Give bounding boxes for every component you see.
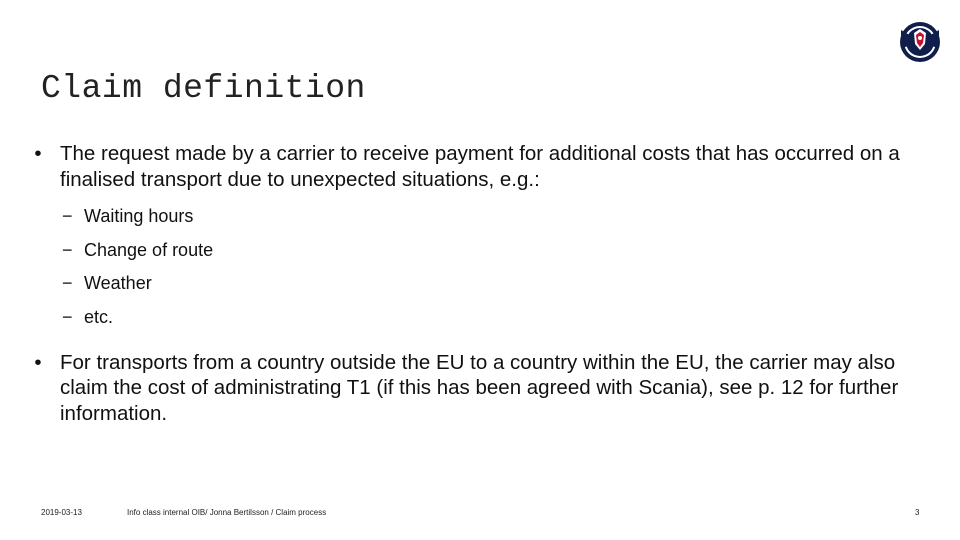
sub-bullet-item xyxy=(60,301,908,335)
footer-date: 2019-03-13 xyxy=(41,508,82,517)
bullet-marker: • xyxy=(34,142,42,165)
bullet-text: The request made by a carrier to receive payment for additional costs that has occurred on a finalised transport due to unexpected situations, e.g.: xyxy=(60,142,900,191)
page-number: 3 xyxy=(915,508,920,517)
sub-bullet-item xyxy=(60,234,908,268)
sub-bullet-text: Weather xyxy=(84,273,152,294)
bullet-item xyxy=(28,141,908,335)
sub-bullet-marker: − xyxy=(62,273,73,294)
sub-bullet-text: Waiting hours xyxy=(84,206,194,226)
sub-bullet-marker: − xyxy=(62,239,73,260)
bullet-item xyxy=(28,350,908,427)
sub-bullet-text: Change of route xyxy=(84,239,214,260)
bullet-marker: • xyxy=(34,350,42,374)
bullet-list xyxy=(28,141,908,426)
slide-title: Claim definition xyxy=(41,70,366,107)
sub-bullet-text: etc. xyxy=(84,307,114,328)
bullet-text: For transports from a country outside the EU to a country within the EU, the carrier may also claim the cost of administrating T1 (if this has been agreed with Scania), see p. 12 for further information. xyxy=(60,350,899,425)
sub-bullet-marker: − xyxy=(62,307,73,328)
footer-info: Info class internal OIB/ Jonna Bertilsson / Claim process xyxy=(127,508,327,517)
sub-bullet-marker: − xyxy=(62,206,73,226)
sub-bullet-item xyxy=(60,200,908,234)
sub-bullet-item xyxy=(60,267,908,301)
scania-logo-icon xyxy=(898,20,942,64)
sub-bullet-list xyxy=(60,200,908,335)
